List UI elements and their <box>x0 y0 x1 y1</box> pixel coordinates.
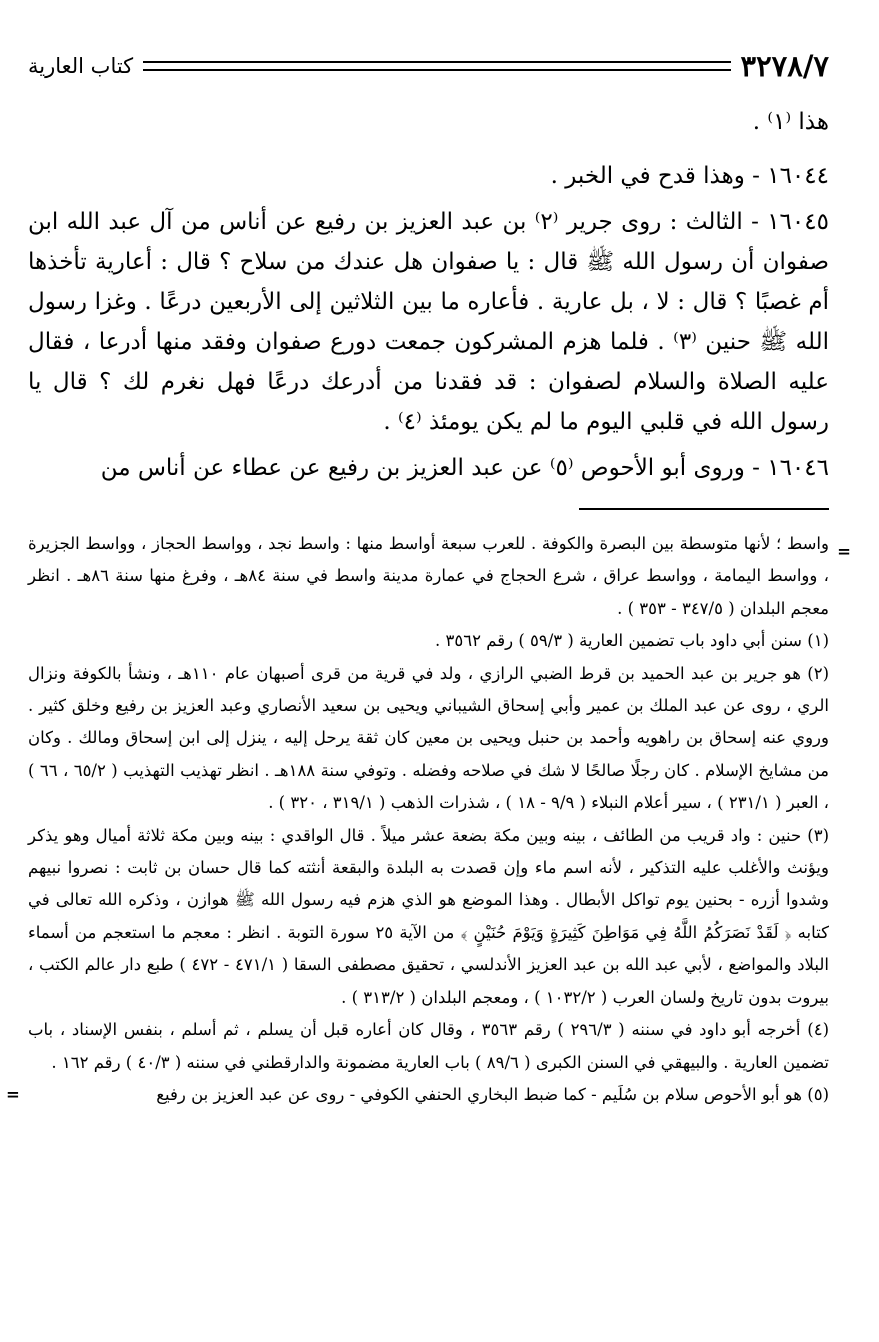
footnote-3: (٣) حنين : واد قريب من الطائف ، بينه وبين مكة بضعة عشر ميلاً . قال الواقدي : بينه وبين مكة ثلاثة أميال وهو يذكر ويؤنث والأغلب عليه التذكير ، لأنه اسم ماء وإن قصدت به البلدة والبقعة أنثته كما قال حسان بن ثابت : نصروا نبيهم وشدوا أزره - بحنين يوم تواكل الأبطال . وهذا الموضع هو الذي هزم فيه رسول الله ﷺ هوازن ، وذكره الله تعالى في كتابه ﴿ لَقَدْ نَصَرَكُمُ اللَّهُ فِي مَوَاطِنَ كَثِيرَةٍ وَيَوْمَ حُنَيْنٍ ﴾ من الآية ٢٥ سورة التوبة . انظر : معجم ما استعجم من أسماء البلاد والمواضع ، لأبي عبد الله بن عبد العزيز الأندلسي ، تحقيق مصطفى السقا ( ٤٧١/١ - ٤٧٢ ) طبع دار عالم الكتب ، بيروت بدون تاريخ ولسان العرب ( ١٠٣٢/٢ ) ، ومعجم البلدان ( ٣١٣/٢ ) . <box>28 825 829 1007</box>
continuation-mark-end: = <box>6 1084 20 1104</box>
paragraph-continuation: هذا ⁽١⁾ . <box>752 109 829 135</box>
footnote-4: (٤) أخرجه أبو داود في سننه ( ٢٩٦/٣ ) رقم ٣٥٦٣ ، وقال كان أعاره قبل أن يسلم ، ثم أسلم ، بنفس الإسناد ، باب تضمين العارية . والبيهقي في السنن الكبرى ( ٨٩/٦ ) باب العارية مضمونة والدارقطني في سننه ( ٤٠/٣ ) رقم ١٦٢ . <box>28 1020 829 1072</box>
footnote-5: (٥) هو أبو الأحوص سلام بن سُلَيم - كما ضبط البخاري الحنفي الكوفي - روى عن عبد العزيز بن رفيع <box>156 1084 829 1104</box>
footnote-separator <box>579 508 829 510</box>
header-rule <box>143 61 730 71</box>
book-title: كتاب العارية <box>28 54 134 78</box>
document-page <box>6 0 851 1342</box>
footnote-2: (٢) هو جرير بن عبد الحميد بن قرط الضبي الرازي ، ولد في قرية من قرى أصبهان عام ١١٠هـ ، ونشأ بالكوفة ونزال الري ، روى عن عبد الملك بن عمير وأبي إسحاق الشيباني ويحيى بن سعيد الأنصاري وعبد العزيز بن رفيع وخلق كثير . وروي عنه إسحاق بن راهويه وأحمد بن حنبل ويحيى بن معين كان ثقة يرحل إليه ، ينزل إلى ابن إسحاق ومالك . وكان من مشايخ الإسلام . كان رجلًا صالحًا لا شك في صلاحه وفضله . وتوفي سنة ١٨٨هـ . انظر تهذيب التهذيب ( ٦٥/٢ ، ٦٦ ) ، العبر ( ٢٣١/١ ) ، سير أعلام النبلاء ( ٩/٩ - ١٨ ) ، شذرات الذهب ( ٣١٩/١ ، ٣٢٠ ) . <box>28 663 830 813</box>
footnote-continued: واسط ؛ لأنها متوسطة بين البصرة والكوفة . للعرب سبعة أواسط منها : واسط نجد ، وواسط الحجاز ، وواسط الجزيرة ، وواسط اليمامة ، وواسط عراق ، شرع الحجاج في عمارة مدينة واسط في سنة ٨٤هـ ، وفرغ منها سنة ٨٦هـ . انظر معجم البلدان ( ٣٤٧/٥ - ٣٥٣ ) . <box>28 534 829 618</box>
footnotes <box>6 528 851 1111</box>
paragraph-16045: ١٦٠٤٥ - الثالث : روى جرير ⁽٢⁾ بن عبد العزيز بن رفيع عن أناس من آل عبد الله ابن صفوان أن رسول الله ﷺ قال : يا صفوان هل عندك من سلاح ؟ قال : أعارية تأخذها أم غصبًا ؟ قال : لا ، بل عارية . فأعاره ما بين الثلاثين إلى الأربعين درعًا . وغزا رسول الله ﷺ حنين ⁽٣⁾ . فلما هزم المشركون جمعت دورع صفوان وفقد منها أدرعا ، فقال عليه الصلاة والسلام لصفوان : قد فقدنا من أدرعك درعًا فهل نغرم لك ؟ قال يا رسول الله في قلبي اليوم ما لم يكن يومئذ ⁽٤⁾ . <box>28 209 829 435</box>
page-header <box>28 46 829 86</box>
continuation-mark-start: = <box>837 542 851 561</box>
main-text <box>28 102 829 494</box>
paragraph-16046: ١٦٠٤٦ - وروى أبو الأحوص ⁽٥⁾ عن عبد العزيز بن رفيع عن عطاء عن أناس من <box>100 455 829 481</box>
footnote-1: (١) سنن أبي داود باب تضمين العارية ( ٥٩/٣ ) رقم ٣٥٦٢ . <box>435 631 829 651</box>
paragraph-16044: ١٦٠٤٤ - وهذا قدح في الخبر . <box>550 163 829 189</box>
page-number: ٣٢٧٨/٧ <box>740 49 829 83</box>
